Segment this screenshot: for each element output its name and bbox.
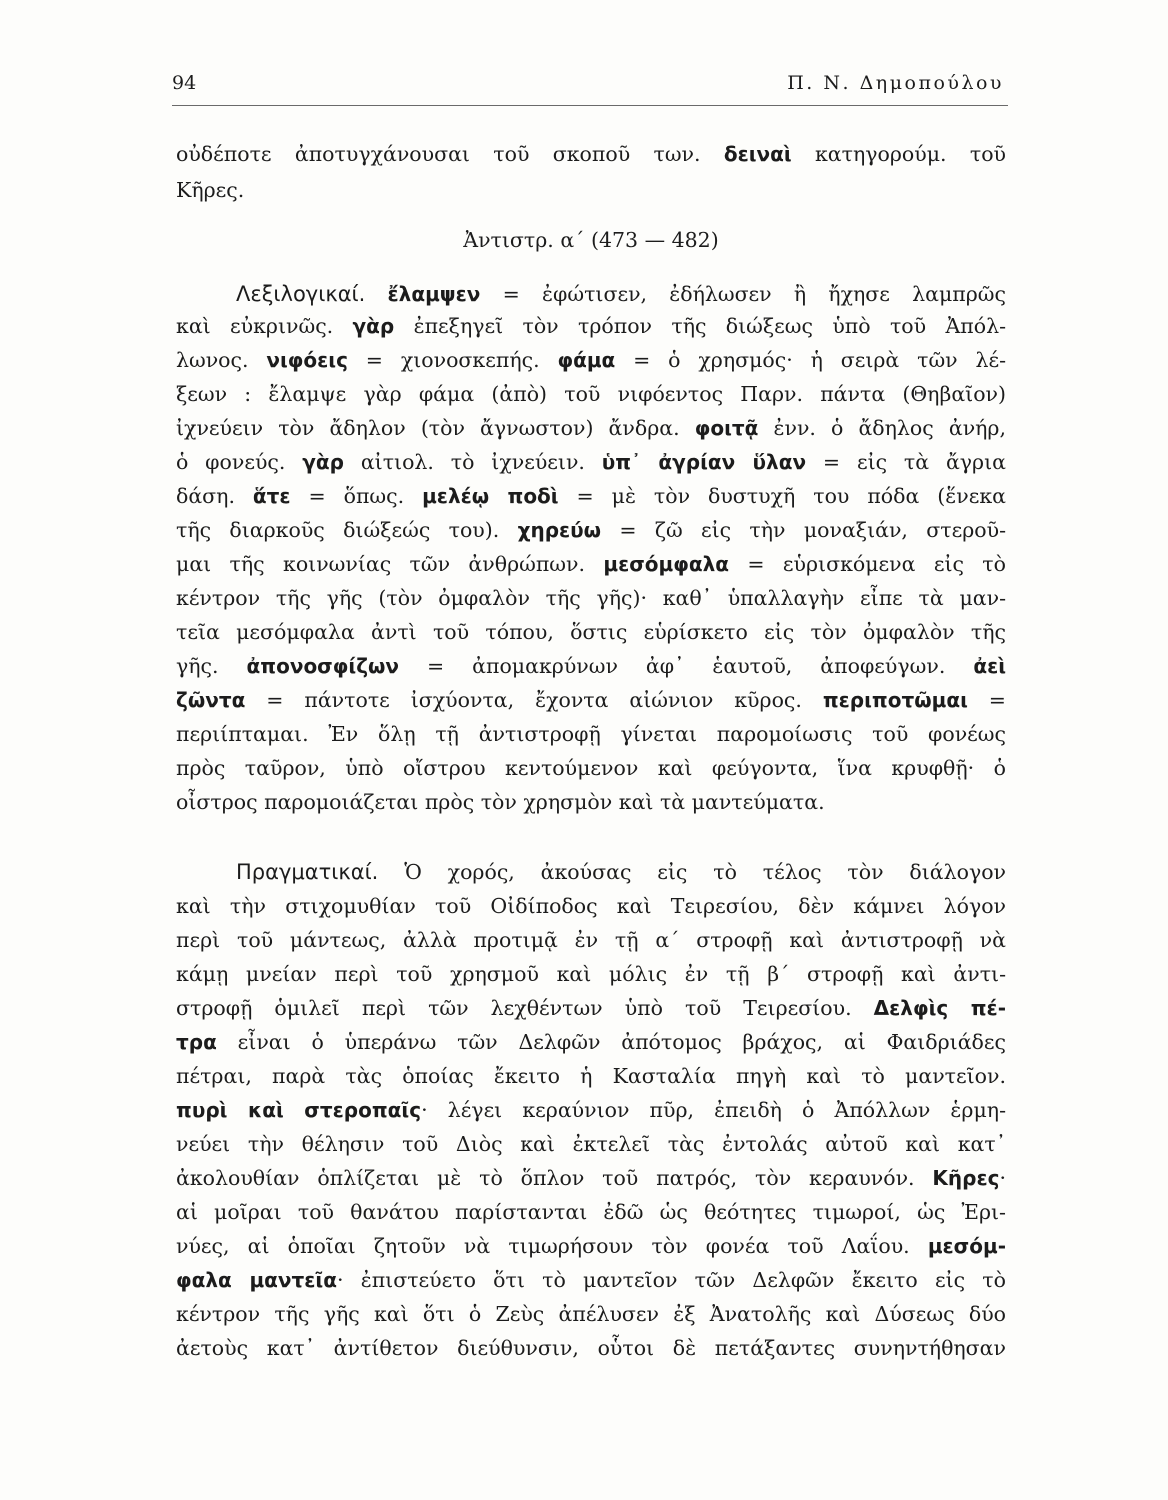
text-line: κάμῃ μνείαν περὶ τοῦ χρησμοῦ καὶ μόλις ἐν τῇ β΄ στροφῇ καὶ ἀντι- — [176, 962, 1006, 986]
bold-term: ἔλαμψεν — [387, 282, 481, 306]
text-line: κέντρον τῆς γῆς καὶ ὅτι ὁ Ζεὺς ἀπέλυσεν ἐξ Ἀνατολῆς καὶ Δύσεως δύο — [176, 1302, 1006, 1326]
bold-term: γὰρ — [352, 314, 395, 338]
bold-term: Κῆρες — [932, 1166, 1000, 1190]
bold-term: μεσόμφαλα — [603, 552, 730, 576]
bold-term: ὑπ᾽ ἀγρίαν ὕλαν — [601, 450, 807, 474]
header-rule — [172, 105, 1008, 106]
text-line: δάση. ἅτε = ὅπως. μελέῳ ποδὶ = μὲ τὸν δυστυχῆ του πόδα (ἕνεκα — [176, 484, 1006, 508]
text-line: περιίπταμαι. Ἐν ὅλῃ τῇ ἀντιστροφῇ γίνεται παρομοίωσις τοῦ φονέως — [176, 722, 1006, 746]
text-line: πέτραι, παρὰ τὰς ὁποίας ἔκειτο ἡ Κασταλία πηγὴ καὶ τὸ μαντεῖον. — [176, 1064, 1006, 1088]
text-line: Πραγματικαί. Ὁ χορός, ἀκούσας εἰς τὸ τέλος τὸν διάλογον — [236, 860, 1006, 884]
text-line: κέντρον τῆς γῆς (τὸν ὀμφαλὸν τῆς γῆς)· καθ᾽ ὑπαλλαγὴν εἶπε τὰ μαν- — [176, 586, 1006, 610]
text-line: τῆς διαρκοῦς διώξεώς του). χηρεύω = ζῶ εἰς τὴν μοναξιάν, στεροῦ- — [176, 518, 1006, 542]
subsection-heading: Πραγματικαί. — [236, 860, 379, 884]
text-line: ἀετοὺς κατ᾽ ἀντίθετον διεύθυνσιν, οὗτοι δὲ πετάξαντες συνηντήθησαν — [176, 1336, 1006, 1360]
text-line: λωνος. νιφόεις = χιονοσκεπής. φάμα = ὁ χρησμός· ἡ σειρὰ τῶν λέ- — [176, 348, 1007, 372]
text-line: αἱ μοῖραι τοῦ θανάτου παρίστανται ἐδῶ ὡς θεότητες τιμωροί, ὡς Ἐρι- — [176, 1200, 1006, 1224]
text-line: φαλα μαντεῖα· ἐπιστεύετο ὅτι τὸ μαντεῖον τῶν Δελφῶν ἔκειτο εἰς τὸ — [176, 1268, 1006, 1292]
text-line: περὶ τοῦ μάντεως, ἀλλὰ προτιμᾷ ἐν τῇ α΄ στροφῇ καὶ ἀντιστροφῇ νὰ — [176, 928, 1006, 952]
section-heading: Ἀντιστρ. α΄ (473 — 482) — [463, 228, 719, 252]
text-line: γῆς. ἀπονοσφίζων = ἀπομακρύνων ἀφ᾽ ἑαυτοῦ, ἀποφεύγων. ἀεὶ — [176, 654, 1006, 678]
bold-term: νιφόεις — [266, 348, 348, 372]
text-line: τεῖα μεσόμφαλα ἀντὶ τοῦ τόπου, ὅστις εὑρίσκετο εἰς τὸν ὀμφαλὸν τῆς — [176, 620, 1006, 644]
text-line: ζῶντα = πάντοτε ἰσχύοντα, ἔχοντα αἰώνιον κῦρος. περιποτῶμαι = — [176, 688, 1006, 712]
text-line: τρα εἶναι ὁ ὑπεράνω τῶν Δελφῶν ἀπότομος βράχος, αἱ Φαιδριάδες — [176, 1030, 1006, 1054]
text-line: ὁ φονεύς. γὰρ αἰτιολ. τὸ ἰχνεύειν. ὑπ᾽ ἀγρίαν ὕλαν = εἰς τὰ ἄγρια — [176, 450, 1006, 474]
bold-term: γὰρ — [302, 450, 344, 474]
bold-term: Δελφὶς πέ- — [873, 996, 1006, 1020]
bold-term: ἀεὶ — [973, 654, 1006, 678]
text-line: μαι τῆς κοινωνίας τῶν ἀνθρώπων. μεσόμφαλα = εὑρισκόμενα εἰς τὸ — [176, 552, 1006, 576]
bold-term: ἅτε — [252, 484, 291, 508]
page-number: 94 — [172, 72, 197, 94]
bold-term: φάμα — [557, 348, 616, 372]
text-line: στροφῇ ὁμιλεῖ περὶ τῶν λεχθέντων ὑπὸ τοῦ Τειρεσίου. Δελφὶς πέ- — [176, 996, 1006, 1020]
text-line: Κῆρες. — [176, 178, 245, 202]
bold-term: τρα — [176, 1030, 217, 1054]
text-line: πρὸς ταῦρον, ὑπὸ οἴστρου κεντούμενον καὶ φεύγοντα, ἵνα κρυφθῇ· ὁ — [176, 756, 1006, 780]
bold-term: μεσόμ- — [927, 1234, 1006, 1258]
running-title: Π. Ν. Δημοπούλου — [787, 72, 1004, 94]
page-header — [172, 72, 1004, 102]
bold-term: φοιτᾷ — [694, 416, 759, 440]
bold-term: περιποτῶμαι — [822, 688, 968, 712]
text-line: οὐδέποτε ἀποτυγχάνουσαι τοῦ σκοποῦ των. δειναὶ κατηγορούμ. τοῦ — [176, 142, 1006, 166]
text-line: καὶ εὐκρινῶς. γὰρ ἐπεξηγεῖ τὸν τρόπον τῆς διώξεως ὑπὸ τοῦ Ἀπόλ- — [176, 314, 1006, 338]
bold-term: φαλα μαντεῖα — [176, 1268, 337, 1292]
bold-term: ζῶντα — [176, 688, 246, 712]
text-line: Λεξιλογικαί. ἔλαμψεν = ἐφώτισεν, ἐδήλωσεν ἢ ἤχησε λαμπρῶς — [236, 282, 1006, 306]
text-line: νεύει τὴν θέλησιν τοῦ Διὸς καὶ ἐκτελεῖ τὰς ἐντολάς αὐτοῦ καὶ κατ᾽ — [176, 1132, 1006, 1156]
bold-term: ἀπονοσφίζων — [246, 654, 400, 678]
text-line: νύες, αἱ ὁποῖαι ζητοῦν νὰ τιμωρήσουν τὸν φονέα τοῦ Λαΐου. μεσόμ- — [176, 1234, 1006, 1258]
text-line: ξεων : ἔλαμψε γὰρ φάμα (ἀπὸ) τοῦ νιφόεντος Παρν. πάντα (Θηβαῖον) — [176, 382, 1006, 406]
text-line: οἶστρος παρομοιάζεται πρὸς τὸν χρησμὸν καὶ τὰ μαντεύματα. — [176, 790, 825, 814]
text-line: ἀκολουθίαν ὁπλίζεται μὲ τὸ ὅπλον τοῦ πατρός, τὸν κεραυνόν. Κῆρες· — [176, 1166, 1006, 1190]
text-line: ἰχνεύειν τὸν ἄδηλον (τὸν ἄγνωστον) ἄνδρα. φοιτᾷ ἐνν. ὁ ἄδηλος ἀνήρ, — [176, 416, 1007, 440]
bold-term: χηρεύω — [517, 518, 602, 542]
bold-term: δειναὶ — [723, 142, 792, 166]
text-line: πυρὶ καὶ στεροπαῖς· λέγει κεραύνιον πῦρ, ἐπειδὴ ὁ Ἀπόλλων ἑρμη- — [176, 1098, 1007, 1122]
bold-term: πυρὶ καὶ στεροπαῖς — [176, 1098, 422, 1122]
bold-term: μελέῳ ποδὶ — [422, 484, 559, 508]
subsection-heading: Λεξιλογικαί. — [236, 282, 366, 306]
text-line: καὶ τὴν στιχομυθίαν τοῦ Οἰδίποδος καὶ Τειρεσίου, δὲν κάμνει λόγον — [176, 894, 1006, 918]
